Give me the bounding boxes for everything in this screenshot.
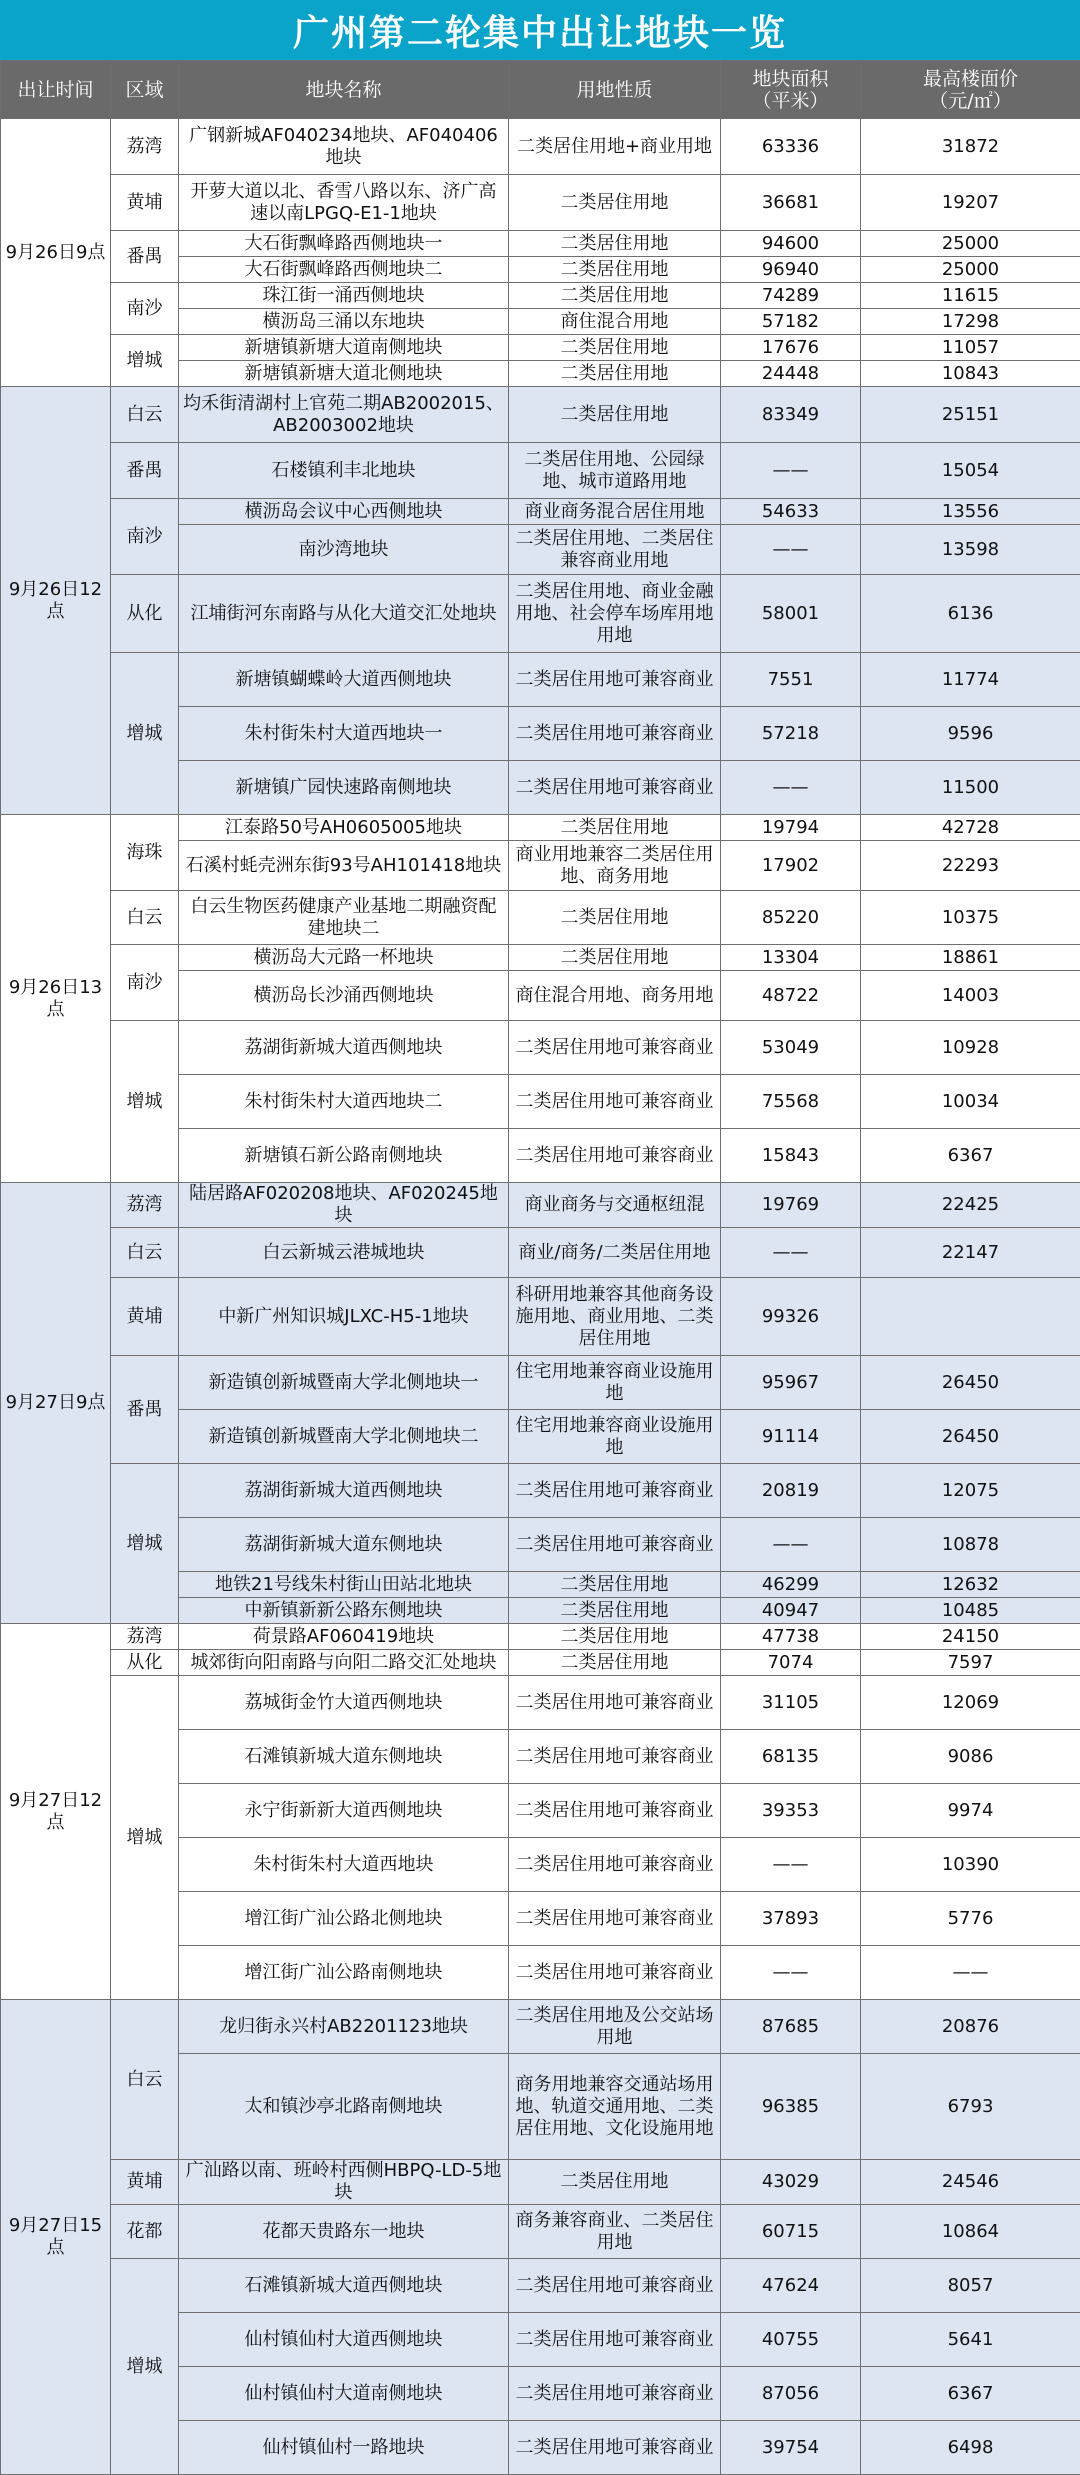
table-row bbox=[1, 335, 1080, 361]
plot-name-cell: 横沥岛长沙涌西侧地块 bbox=[179, 971, 509, 1021]
max-price-cell: 13556 bbox=[861, 499, 1080, 525]
area-cell: 40755 bbox=[721, 2313, 861, 2367]
max-price-cell: 10390 bbox=[861, 1838, 1080, 1892]
plot-name-cell: 地铁21号线朱村街山田站北地块 bbox=[179, 1572, 509, 1598]
max-price-cell: 31872 bbox=[861, 119, 1080, 175]
district-cell: 白云 bbox=[111, 1228, 179, 1278]
plot-name-cell: 永宁街新新大道西侧地块 bbox=[179, 1784, 509, 1838]
header-plot-name: 地块名称 bbox=[179, 61, 509, 119]
max-price-cell: 15054 bbox=[861, 443, 1080, 499]
plot-name-cell: 新塘镇石新公路南侧地块 bbox=[179, 1129, 509, 1183]
max-price-cell: 13598 bbox=[861, 525, 1080, 575]
district-cell: 从化 bbox=[111, 575, 179, 653]
land-use-cell: 二类居住用地 bbox=[509, 815, 721, 841]
area-cell: 19769 bbox=[721, 1183, 861, 1228]
area-cell: 48722 bbox=[721, 971, 861, 1021]
land-use-cell: 二类居住用地、公园绿地、城市道路用地 bbox=[509, 443, 721, 499]
area-cell: 24448 bbox=[721, 361, 861, 387]
max-price-cell: 22293 bbox=[861, 841, 1080, 891]
area-cell: —— bbox=[721, 1518, 861, 1572]
plot-name-cell: 中新广州知识城JLXC-H5-1地块 bbox=[179, 1278, 509, 1356]
table-row bbox=[1, 231, 1080, 257]
land-use-cell: 商务兼容商业、二类居住用地 bbox=[509, 2205, 721, 2259]
table-body bbox=[1, 119, 1080, 2475]
area-cell: 53049 bbox=[721, 1021, 861, 1075]
table-row bbox=[1, 1278, 1080, 1356]
table-row bbox=[1, 653, 1080, 707]
land-use-cell: 二类居住用地、二类居住兼容商业用地 bbox=[509, 525, 721, 575]
plot-name-cell: 白云生物医药健康产业基地二期融资配建地块二 bbox=[179, 891, 509, 945]
plot-name-cell: 仙村镇仙村大道西侧地块 bbox=[179, 2313, 509, 2367]
plot-name-cell: 增江街广汕公路北侧地块 bbox=[179, 1892, 509, 1946]
plot-name-cell: 城郊街向阳南路与向阳二路交汇处地块 bbox=[179, 1650, 509, 1676]
land-use-cell: 住宅用地兼容商业设施用地 bbox=[509, 1410, 721, 1464]
header-time: 出让时间 bbox=[1, 61, 111, 119]
max-price-cell: 24150 bbox=[861, 1624, 1080, 1650]
land-use-cell: 二类居住用地+商业用地 bbox=[509, 119, 721, 175]
header-max-price: 最高楼面价 （元/㎡） bbox=[861, 61, 1080, 119]
land-use-cell: 科研用地兼容其他商务设施用地、商业用地、二类居住用地 bbox=[509, 1278, 721, 1356]
district-cell: 增城 bbox=[111, 335, 179, 387]
land-use-cell: 二类居住用地可兼容商业 bbox=[509, 2367, 721, 2421]
max-price-cell: 12069 bbox=[861, 1676, 1080, 1730]
max-price-cell: 20876 bbox=[861, 2000, 1080, 2054]
table-row bbox=[1, 1676, 1080, 1730]
land-use-cell: 二类居住用地可兼容商业 bbox=[509, 1892, 721, 1946]
land-use-cell: 二类居住用地可兼容商业 bbox=[509, 1129, 721, 1183]
district-cell: 增城 bbox=[111, 1464, 179, 1624]
max-price-cell: 11500 bbox=[861, 761, 1080, 815]
land-use-cell: 二类居住用地可兼容商业 bbox=[509, 2259, 721, 2313]
district-cell: 白云 bbox=[111, 2000, 179, 2160]
plot-name-cell: 朱村街朱村大道西地块 bbox=[179, 1838, 509, 1892]
district-cell: 番禺 bbox=[111, 231, 179, 283]
area-cell: —— bbox=[721, 443, 861, 499]
max-price-cell: 25000 bbox=[861, 231, 1080, 257]
table-row bbox=[1, 175, 1080, 231]
land-use-cell: 二类居住用地 bbox=[509, 2160, 721, 2205]
max-price-cell: 6498 bbox=[861, 2421, 1080, 2475]
area-cell: 39754 bbox=[721, 2421, 861, 2475]
max-price-cell: 22425 bbox=[861, 1183, 1080, 1228]
max-price-cell: 5776 bbox=[861, 1892, 1080, 1946]
plot-name-cell: 新塘镇新塘大道北侧地块 bbox=[179, 361, 509, 387]
table-row bbox=[1, 387, 1080, 443]
plot-name-cell: 石溪村蚝壳洲东街93号AH101418地块 bbox=[179, 841, 509, 891]
max-price-cell: 10843 bbox=[861, 361, 1080, 387]
table-row bbox=[1, 1650, 1080, 1676]
land-use-cell: 二类居住用地 bbox=[509, 945, 721, 971]
time-cell: 9月26日13点 bbox=[1, 815, 111, 1183]
district-cell: 增城 bbox=[111, 1021, 179, 1183]
max-price-cell: 10485 bbox=[861, 1598, 1080, 1624]
land-use-cell: 二类居住用地 bbox=[509, 231, 721, 257]
max-price-cell: 7597 bbox=[861, 1650, 1080, 1676]
area-cell: —— bbox=[721, 761, 861, 815]
land-use-cell: 二类居住用地可兼容商业 bbox=[509, 1784, 721, 1838]
plot-name-cell: 均禾街清湖村上官苑二期AB2002015、AB2003002地块 bbox=[179, 387, 509, 443]
table-row bbox=[1, 2160, 1080, 2205]
land-use-cell: 商住混合用地 bbox=[509, 309, 721, 335]
district-cell: 南沙 bbox=[111, 499, 179, 575]
plot-name-cell: 增江街广汕公路南侧地块 bbox=[179, 1946, 509, 2000]
area-cell: —— bbox=[721, 1946, 861, 2000]
area-cell: 87685 bbox=[721, 2000, 861, 2054]
area-cell: 46299 bbox=[721, 1572, 861, 1598]
table-row bbox=[1, 283, 1080, 309]
area-cell: 99326 bbox=[721, 1278, 861, 1356]
plot-name-cell: 新造镇创新城暨南大学北侧地块二 bbox=[179, 1410, 509, 1464]
plot-name-cell: 开萝大道以北、香雪八路以东、济广高速以南LPGQ-E1-1地块 bbox=[179, 175, 509, 231]
time-cell: 9月27日12点 bbox=[1, 1624, 111, 2000]
area-cell: 75568 bbox=[721, 1075, 861, 1129]
max-price-cell bbox=[861, 1278, 1080, 1356]
max-price-cell: 9974 bbox=[861, 1784, 1080, 1838]
area-cell: 36681 bbox=[721, 175, 861, 231]
plot-name-cell: 白云新城云港城地块 bbox=[179, 1228, 509, 1278]
plot-name-cell: 新造镇创新城暨南大学北侧地块一 bbox=[179, 1356, 509, 1410]
plot-name-cell: 仙村镇仙村一路地块 bbox=[179, 2421, 509, 2475]
max-price-cell: 12632 bbox=[861, 1572, 1080, 1598]
area-cell: 19794 bbox=[721, 815, 861, 841]
land-use-cell: 二类居住用地可兼容商业 bbox=[509, 1838, 721, 1892]
plot-name-cell: 珠江街一涌西侧地块 bbox=[179, 283, 509, 309]
district-cell: 黄埔 bbox=[111, 1278, 179, 1356]
max-price-cell: 10878 bbox=[861, 1518, 1080, 1572]
plot-name-cell: 朱村街朱村大道西地块二 bbox=[179, 1075, 509, 1129]
table-row bbox=[1, 891, 1080, 945]
district-cell: 荔湾 bbox=[111, 1183, 179, 1228]
max-price-cell: 26450 bbox=[861, 1410, 1080, 1464]
land-use-cell: 二类居住用地 bbox=[509, 1598, 721, 1624]
max-price-cell: 10034 bbox=[861, 1075, 1080, 1129]
plot-name-cell: 横沥岛大元路一杯地块 bbox=[179, 945, 509, 971]
area-cell: 7074 bbox=[721, 1650, 861, 1676]
land-use-cell: 二类居住用地 bbox=[509, 361, 721, 387]
plot-name-cell: 仙村镇仙村大道南侧地块 bbox=[179, 2367, 509, 2421]
max-price-cell: 17298 bbox=[861, 309, 1080, 335]
plot-name-cell: 朱村街朱村大道西地块一 bbox=[179, 707, 509, 761]
area-cell: 94600 bbox=[721, 231, 861, 257]
land-use-cell: 二类居住用地 bbox=[509, 335, 721, 361]
area-cell: 7551 bbox=[721, 653, 861, 707]
plot-name-cell: 荔湖街新城大道西侧地块 bbox=[179, 1021, 509, 1075]
header-row bbox=[1, 61, 1080, 119]
table-row bbox=[1, 443, 1080, 499]
max-price-cell: 19207 bbox=[861, 175, 1080, 231]
land-use-cell: 二类居住用地可兼容商业 bbox=[509, 653, 721, 707]
land-use-cell: 二类居住用地可兼容商业 bbox=[509, 1075, 721, 1129]
area-cell: 85220 bbox=[721, 891, 861, 945]
max-price-cell: 26450 bbox=[861, 1356, 1080, 1410]
table-row bbox=[1, 575, 1080, 653]
area-cell: 91114 bbox=[721, 1410, 861, 1464]
plot-name-cell: 大石街飘峰路西侧地块一 bbox=[179, 231, 509, 257]
max-price-cell: 9086 bbox=[861, 1730, 1080, 1784]
plot-name-cell: 石楼镇利丰北地块 bbox=[179, 443, 509, 499]
table-row bbox=[1, 2000, 1080, 2054]
area-cell: 47738 bbox=[721, 1624, 861, 1650]
max-price-cell: 6367 bbox=[861, 1129, 1080, 1183]
district-cell: 海珠 bbox=[111, 815, 179, 891]
area-cell: 17902 bbox=[721, 841, 861, 891]
district-cell: 南沙 bbox=[111, 945, 179, 1021]
district-cell: 增城 bbox=[111, 1676, 179, 2000]
area-cell: 43029 bbox=[721, 2160, 861, 2205]
plot-name-cell: 中新镇新新公路东侧地块 bbox=[179, 1598, 509, 1624]
area-cell: 15843 bbox=[721, 1129, 861, 1183]
area-cell: 47624 bbox=[721, 2259, 861, 2313]
land-use-cell: 商务用地兼容交通站场用地、轨道交通用地、二类居住用地、文化设施用地 bbox=[509, 2054, 721, 2160]
area-cell: 96385 bbox=[721, 2054, 861, 2160]
max-price-cell: 14003 bbox=[861, 971, 1080, 1021]
district-cell: 从化 bbox=[111, 1650, 179, 1676]
plot-name-cell: 江埔街河东南路与从化大道交汇处地块 bbox=[179, 575, 509, 653]
header-area: 地块面积 （平米） bbox=[721, 61, 861, 119]
plot-name-cell: 荷景路AF060419地块 bbox=[179, 1624, 509, 1650]
area-cell: 95967 bbox=[721, 1356, 861, 1410]
area-cell: 17676 bbox=[721, 335, 861, 361]
land-use-cell: 二类居住用地可兼容商业 bbox=[509, 2421, 721, 2475]
area-cell: 83349 bbox=[721, 387, 861, 443]
area-cell: 96940 bbox=[721, 257, 861, 283]
land-use-cell: 二类居住用地可兼容商业 bbox=[509, 707, 721, 761]
plot-name-cell: 荔湖街新城大道西侧地块 bbox=[179, 1464, 509, 1518]
plot-name-cell: 荔城街金竹大道西侧地块 bbox=[179, 1676, 509, 1730]
plot-name-cell: 石滩镇新城大道东侧地块 bbox=[179, 1730, 509, 1784]
land-use-cell: 二类居住用地 bbox=[509, 1572, 721, 1598]
header-district: 区域 bbox=[111, 61, 179, 119]
max-price-cell: —— bbox=[861, 1946, 1080, 2000]
table-row bbox=[1, 1228, 1080, 1278]
district-cell: 增城 bbox=[111, 2259, 179, 2475]
plot-name-cell: 广钢新城AF040234地块、AF040406地块 bbox=[179, 119, 509, 175]
area-cell: 57182 bbox=[721, 309, 861, 335]
land-use-cell: 二类居住用地可兼容商业 bbox=[509, 1730, 721, 1784]
district-cell: 白云 bbox=[111, 891, 179, 945]
max-price-cell: 11774 bbox=[861, 653, 1080, 707]
max-price-cell: 25000 bbox=[861, 257, 1080, 283]
max-price-cell: 11057 bbox=[861, 335, 1080, 361]
land-use-cell: 二类居住用地可兼容商业 bbox=[509, 1518, 721, 1572]
land-table bbox=[0, 60, 1080, 2475]
plot-name-cell: 江泰路50号AH0605005地块 bbox=[179, 815, 509, 841]
district-cell: 白云 bbox=[111, 387, 179, 443]
land-use-cell: 二类居住用地可兼容商业 bbox=[509, 1464, 721, 1518]
max-price-cell: 22147 bbox=[861, 1228, 1080, 1278]
header-land-use: 用地性质 bbox=[509, 61, 721, 119]
area-cell: 63336 bbox=[721, 119, 861, 175]
land-use-cell: 商住混合用地、商务用地 bbox=[509, 971, 721, 1021]
land-use-cell: 二类居住用地 bbox=[509, 891, 721, 945]
table-row bbox=[1, 1021, 1080, 1075]
area-cell: 68135 bbox=[721, 1730, 861, 1784]
max-price-cell: 25151 bbox=[861, 387, 1080, 443]
district-cell: 黄埔 bbox=[111, 2160, 179, 2205]
district-cell: 花都 bbox=[111, 2205, 179, 2259]
table-row bbox=[1, 1624, 1080, 1650]
land-use-cell: 二类居住用地可兼容商业 bbox=[509, 1676, 721, 1730]
district-cell: 南沙 bbox=[111, 283, 179, 335]
max-price-cell: 42728 bbox=[861, 815, 1080, 841]
max-price-cell: 24546 bbox=[861, 2160, 1080, 2205]
land-use-cell: 二类居住用地 bbox=[509, 1624, 721, 1650]
land-use-cell: 住宅用地兼容商业设施用地 bbox=[509, 1356, 721, 1410]
district-cell: 荔湾 bbox=[111, 119, 179, 175]
land-use-cell: 二类居住用地可兼容商业 bbox=[509, 1946, 721, 2000]
land-use-cell: 二类居住用地 bbox=[509, 387, 721, 443]
district-cell: 荔湾 bbox=[111, 1624, 179, 1650]
max-price-cell: 6136 bbox=[861, 575, 1080, 653]
area-cell: —— bbox=[721, 1228, 861, 1278]
area-cell: 58001 bbox=[721, 575, 861, 653]
land-use-cell: 商业商务混合居住用地 bbox=[509, 499, 721, 525]
land-use-cell: 二类居住用地、商业金融用地、社会停车场库用地用地 bbox=[509, 575, 721, 653]
plot-name-cell: 大石街飘峰路西侧地块二 bbox=[179, 257, 509, 283]
district-cell: 番禺 bbox=[111, 1356, 179, 1464]
land-use-cell: 二类居住用地及公交站场用地 bbox=[509, 2000, 721, 2054]
plot-name-cell: 新塘镇蝴蝶岭大道西侧地块 bbox=[179, 653, 509, 707]
area-cell: 37893 bbox=[721, 1892, 861, 1946]
table-row bbox=[1, 1356, 1080, 1410]
table-row bbox=[1, 1464, 1080, 1518]
district-cell: 黄埔 bbox=[111, 175, 179, 231]
max-price-cell: 12075 bbox=[861, 1464, 1080, 1518]
area-cell: 87056 bbox=[721, 2367, 861, 2421]
max-price-cell: 10864 bbox=[861, 2205, 1080, 2259]
area-cell: 13304 bbox=[721, 945, 861, 971]
area-cell: —— bbox=[721, 1838, 861, 1892]
area-cell: 20819 bbox=[721, 1464, 861, 1518]
max-price-cell: 10375 bbox=[861, 891, 1080, 945]
max-price-cell: 11615 bbox=[861, 283, 1080, 309]
plot-name-cell: 花都天贵路东一地块 bbox=[179, 2205, 509, 2259]
table-row bbox=[1, 119, 1080, 175]
plot-name-cell: 陆居路AF020208地块、AF020245地块 bbox=[179, 1183, 509, 1228]
land-use-cell: 商业/商务/二类居住用地 bbox=[509, 1228, 721, 1278]
table-row bbox=[1, 815, 1080, 841]
max-price-cell: 5641 bbox=[861, 2313, 1080, 2367]
plot-name-cell: 南沙湾地块 bbox=[179, 525, 509, 575]
land-use-cell: 二类居住用地 bbox=[509, 283, 721, 309]
area-cell: 40947 bbox=[721, 1598, 861, 1624]
area-cell: 31105 bbox=[721, 1676, 861, 1730]
table-row bbox=[1, 945, 1080, 971]
plot-name-cell: 太和镇沙亭北路南侧地块 bbox=[179, 2054, 509, 2160]
land-use-cell: 商业商务与交通枢纽混 bbox=[509, 1183, 721, 1228]
table-row bbox=[1, 499, 1080, 525]
max-price-cell: 8057 bbox=[861, 2259, 1080, 2313]
table-title: 广州第二轮集中出让地块一览 bbox=[293, 5, 787, 56]
district-cell: 番禺 bbox=[111, 443, 179, 499]
land-use-cell: 商业用地兼容二类居住用地、商务用地 bbox=[509, 841, 721, 891]
max-price-cell: 6367 bbox=[861, 2367, 1080, 2421]
time-cell: 9月27日15点 bbox=[1, 2000, 111, 2475]
table-row bbox=[1, 1183, 1080, 1228]
time-cell: 9月26日9点 bbox=[1, 119, 111, 387]
plot-name-cell: 石滩镇新城大道西侧地块 bbox=[179, 2259, 509, 2313]
plot-name-cell: 横沥岛三涌以东地块 bbox=[179, 309, 509, 335]
plot-name-cell: 横沥岛会议中心西侧地块 bbox=[179, 499, 509, 525]
land-use-cell: 二类居住用地可兼容商业 bbox=[509, 1021, 721, 1075]
area-cell: 39353 bbox=[721, 1784, 861, 1838]
area-cell: —— bbox=[721, 525, 861, 575]
max-price-cell: 9596 bbox=[861, 707, 1080, 761]
plot-name-cell: 新塘镇广园快速路南侧地块 bbox=[179, 761, 509, 815]
land-use-cell: 二类居住用地 bbox=[509, 1650, 721, 1676]
land-use-cell: 二类居住用地可兼容商业 bbox=[509, 2313, 721, 2367]
area-cell: 74289 bbox=[721, 283, 861, 309]
district-cell: 增城 bbox=[111, 653, 179, 815]
area-cell: 60715 bbox=[721, 2205, 861, 2259]
plot-name-cell: 龙归街永兴村AB2201123地块 bbox=[179, 2000, 509, 2054]
max-price-cell: 10928 bbox=[861, 1021, 1080, 1075]
table-row bbox=[1, 2259, 1080, 2313]
time-cell: 9月26日12点 bbox=[1, 387, 111, 815]
land-use-cell: 二类居住用地可兼容商业 bbox=[509, 761, 721, 815]
max-price-cell: 6793 bbox=[861, 2054, 1080, 2160]
land-use-cell: 二类居住用地 bbox=[509, 257, 721, 283]
area-cell: 57218 bbox=[721, 707, 861, 761]
time-cell: 9月27日9点 bbox=[1, 1183, 111, 1624]
table-title-bar bbox=[0, 0, 1080, 60]
plot-name-cell: 广汕路以南、班岭村西侧HBPQ-LD-5地块 bbox=[179, 2160, 509, 2205]
max-price-cell: 18861 bbox=[861, 945, 1080, 971]
land-use-cell: 二类居住用地 bbox=[509, 175, 721, 231]
plot-name-cell: 荔湖街新城大道东侧地块 bbox=[179, 1518, 509, 1572]
plot-name-cell: 新塘镇新塘大道南侧地块 bbox=[179, 335, 509, 361]
area-cell: 54633 bbox=[721, 499, 861, 525]
table-row bbox=[1, 2205, 1080, 2259]
